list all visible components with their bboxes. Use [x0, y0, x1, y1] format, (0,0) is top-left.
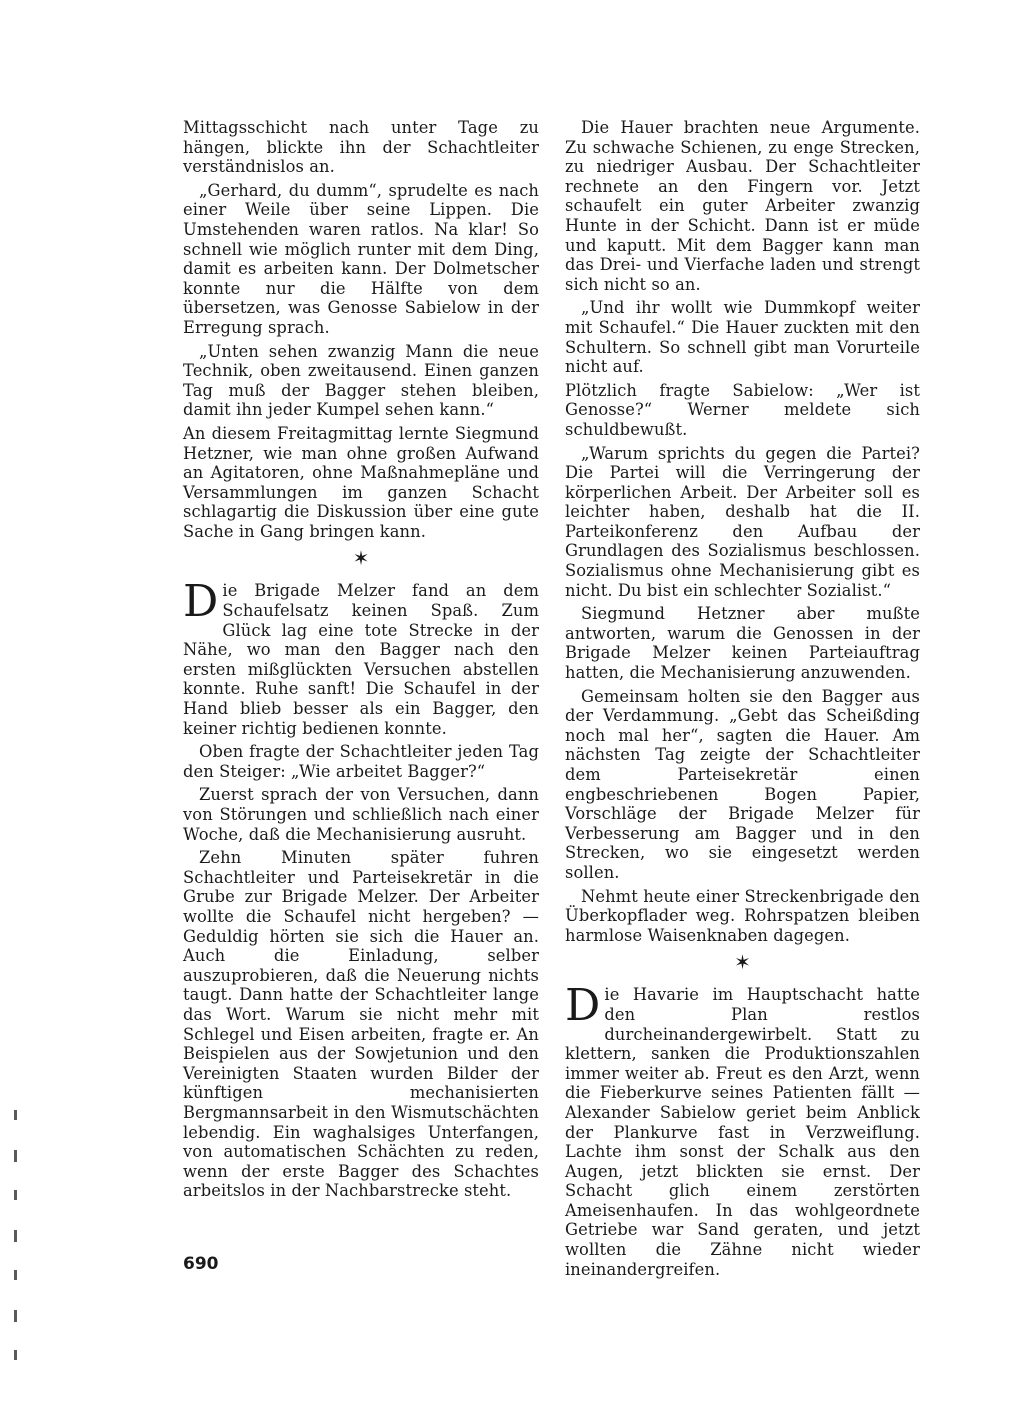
paragraph: „Gerhard, du dumm“, sprudelte es nach einer Weile über seine Lippen. Die Umstehenden waren ratlos. Na klar! So schnell wie möglich runter mit dem Ding, damit es arbeiten kann. Der Dolmetscher konnte nur die Hälfte von dem übersetzen, was Genosse Sabielow in der Erregung sprach.: [183, 180, 539, 337]
scan-edge-mark: [14, 1230, 17, 1242]
paragraph-with-dropcap: [183, 576, 539, 738]
paragraph: Zuerst sprach der von Versuchen, dann von Störungen und schließlich nach einer Woche, daß die Mechanisierung ausruht.: [183, 785, 539, 844]
paragraph: Zehn Minuten später fuhren Schachtleiter und Parteisekretär in die Grube zur Brigade Melzer. Der Arbeiter wollte die Schaufel nicht hergeben? — Geduldig hörten sie sich die Hauer an. Auch die Einladung, selber auszuprobieren, daß die Neuerung nichts taugt. Dann hatte der Schachtleiter lange das Wort. Warum sie nicht mehr mit Schlegel und Eisen arbeiten, fragte er. An Beispielen aus der Sowjetunion und den Vereinigten Staaten wurden Bilder der künftigen mechanisierten Bergmannsarbeit in den Wismutschächten lebendig. Ein waghalsiges Unterfangen, von automatischen Schächten zu reden, wenn der erste Bagger des Schachtes arbeitslos in der Nachbarstrecke steht.: [183, 848, 539, 1201]
paragraph-text: ie Brigade Melzer fand an dem Schaufelsatz keinen Spaß. Zum Glück lag eine tote Strecke in der Nähe, wo man den Bagger nach den ersten mißglückten Versuchen abstellen konnte. Ruhe sanft! Die Schaufel in der Hand blieb besser als ein Bagger, den keiner richtig bedienen konnte.: [183, 581, 539, 738]
paragraph: Mittagsschicht nach unter Tage zu hängen, blickte ihn der Schachtleiter verständnislos an.: [183, 118, 539, 177]
paragraph: An diesem Freitagmittag lernte Siegmund Hetzner, wie man ohne großen Aufwand an Agitatoren, ohne Maßnahmepläne und Versammlungen im ganzen Schacht schlagartig die Diskussion über eine gute Sache in Gang bringen kann.: [183, 423, 539, 541]
paragraph: „Unten sehen zwanzig Mann die neue Technik, oben zweitausend. Einen ganzen Tag muß der Bagger stehen bleiben, damit ihn jeder Kumpel sehen kann.“: [183, 341, 539, 420]
right-text-column: [565, 118, 920, 1283]
scan-edge-mark: [14, 1350, 17, 1360]
scan-edge-mark: [14, 1270, 17, 1280]
paragraph: Die Hauer brachten neue Argumente. Zu schwache Schienen, zu enge Strecken, zu niedriger Ausbau. Der Schachtleiter rechnete an den Fingern vor. Jetzt schaufelt ein guter Arbeiter zwanzig Hunte in der Schicht. Dann ist er müde und kaputt. Mit dem Bagger kann man das Drei- und Vierfache laden und strengt sich nicht so an.: [565, 118, 920, 294]
scan-edge-mark: [14, 1310, 17, 1322]
scan-edge-mark: [14, 1110, 17, 1120]
page-number: 690: [183, 1254, 219, 1274]
scan-edge-mark: [14, 1150, 17, 1162]
drop-cap: D: [565, 980, 601, 1032]
paragraph: „Warum sprichts du gegen die Partei? Die Partei will die Verringerung der körperlichen Arbeit. Der Arbeiter soll es leichter haben, deshalb hat die II. Parteikonferenz den Aufbau der Grundlagen des Sozialismus beschlossen. Sozialismus ohne Mechanisierung gibt es nicht. Du bist ein schlechter Sozialist.“: [565, 443, 920, 600]
section-separator: ✶: [352, 546, 370, 571]
paragraph: Gemeinsam holten sie den Bagger aus der Verdammung. „Gebt das Scheißding noch mal her“, sagten die Hauer. Am nächsten Tag zeigte der Schachtleiter dem Parteisekretär einen engbeschriebenen Bogen Papier, Vorschläge der Brigade Melzer für Verbesserung am Bagger und in den Strecken, wo sie eingesetzt werden sollen.: [565, 686, 920, 882]
paragraph: Siegmund Hetzner aber mußte antworten, warum die Genossen in der Brigade Melzer keinen Parteiauftrag hatten, die Mechanisierung anzuwenden.: [565, 604, 920, 683]
paragraph-text: ie Havarie im Hauptschacht hatte den Plan restlos durcheinandergewirbelt. Statt zu klettern, sanken die Produktionszahlen immer weiter ab. Freut es den Arzt, wenn die Fieberkurve seines Patienten fällt — Alexander Sabielow geriet beim Anblick der Plankurve fast in Verzweiflung. Lachte ihm sonst der Schalk aus den Augen, jetzt blickten sie ernst. Der Schacht glich einem zerstörten Ameisenhaufen. In das wohlgeordnete Getriebe war Sand geraten, und jetzt wollten die Zähne nicht wieder ineinandergreifen.: [565, 985, 920, 1279]
paragraph-with-dropcap: [565, 980, 920, 1279]
paragraph: „Und ihr wollt wie Dummkopf weiter mit Schaufel.“ Die Hauer zuckten mit den Schultern. So schnell gibt man Vorurteile nicht auf.: [565, 298, 920, 377]
paragraph: Oben fragte der Schachtleiter jeden Tag den Steiger: „Wie arbeitet Bagger?“: [183, 742, 539, 781]
paragraph: Nehmt heute einer Streckenbrigade den Überkopflader weg. Rohrspatzen bleiben harmlose Waisenknaben dagegen.: [565, 886, 920, 945]
drop-cap: D: [183, 576, 219, 628]
scan-edge-mark: [14, 1190, 17, 1200]
section-separator: ✶: [734, 950, 751, 975]
paragraph: Plötzlich fragte Sabielow: „Wer ist Genosse?“ Werner meldete sich schuldbewußt.: [565, 380, 920, 439]
left-text-column: [183, 118, 539, 1205]
